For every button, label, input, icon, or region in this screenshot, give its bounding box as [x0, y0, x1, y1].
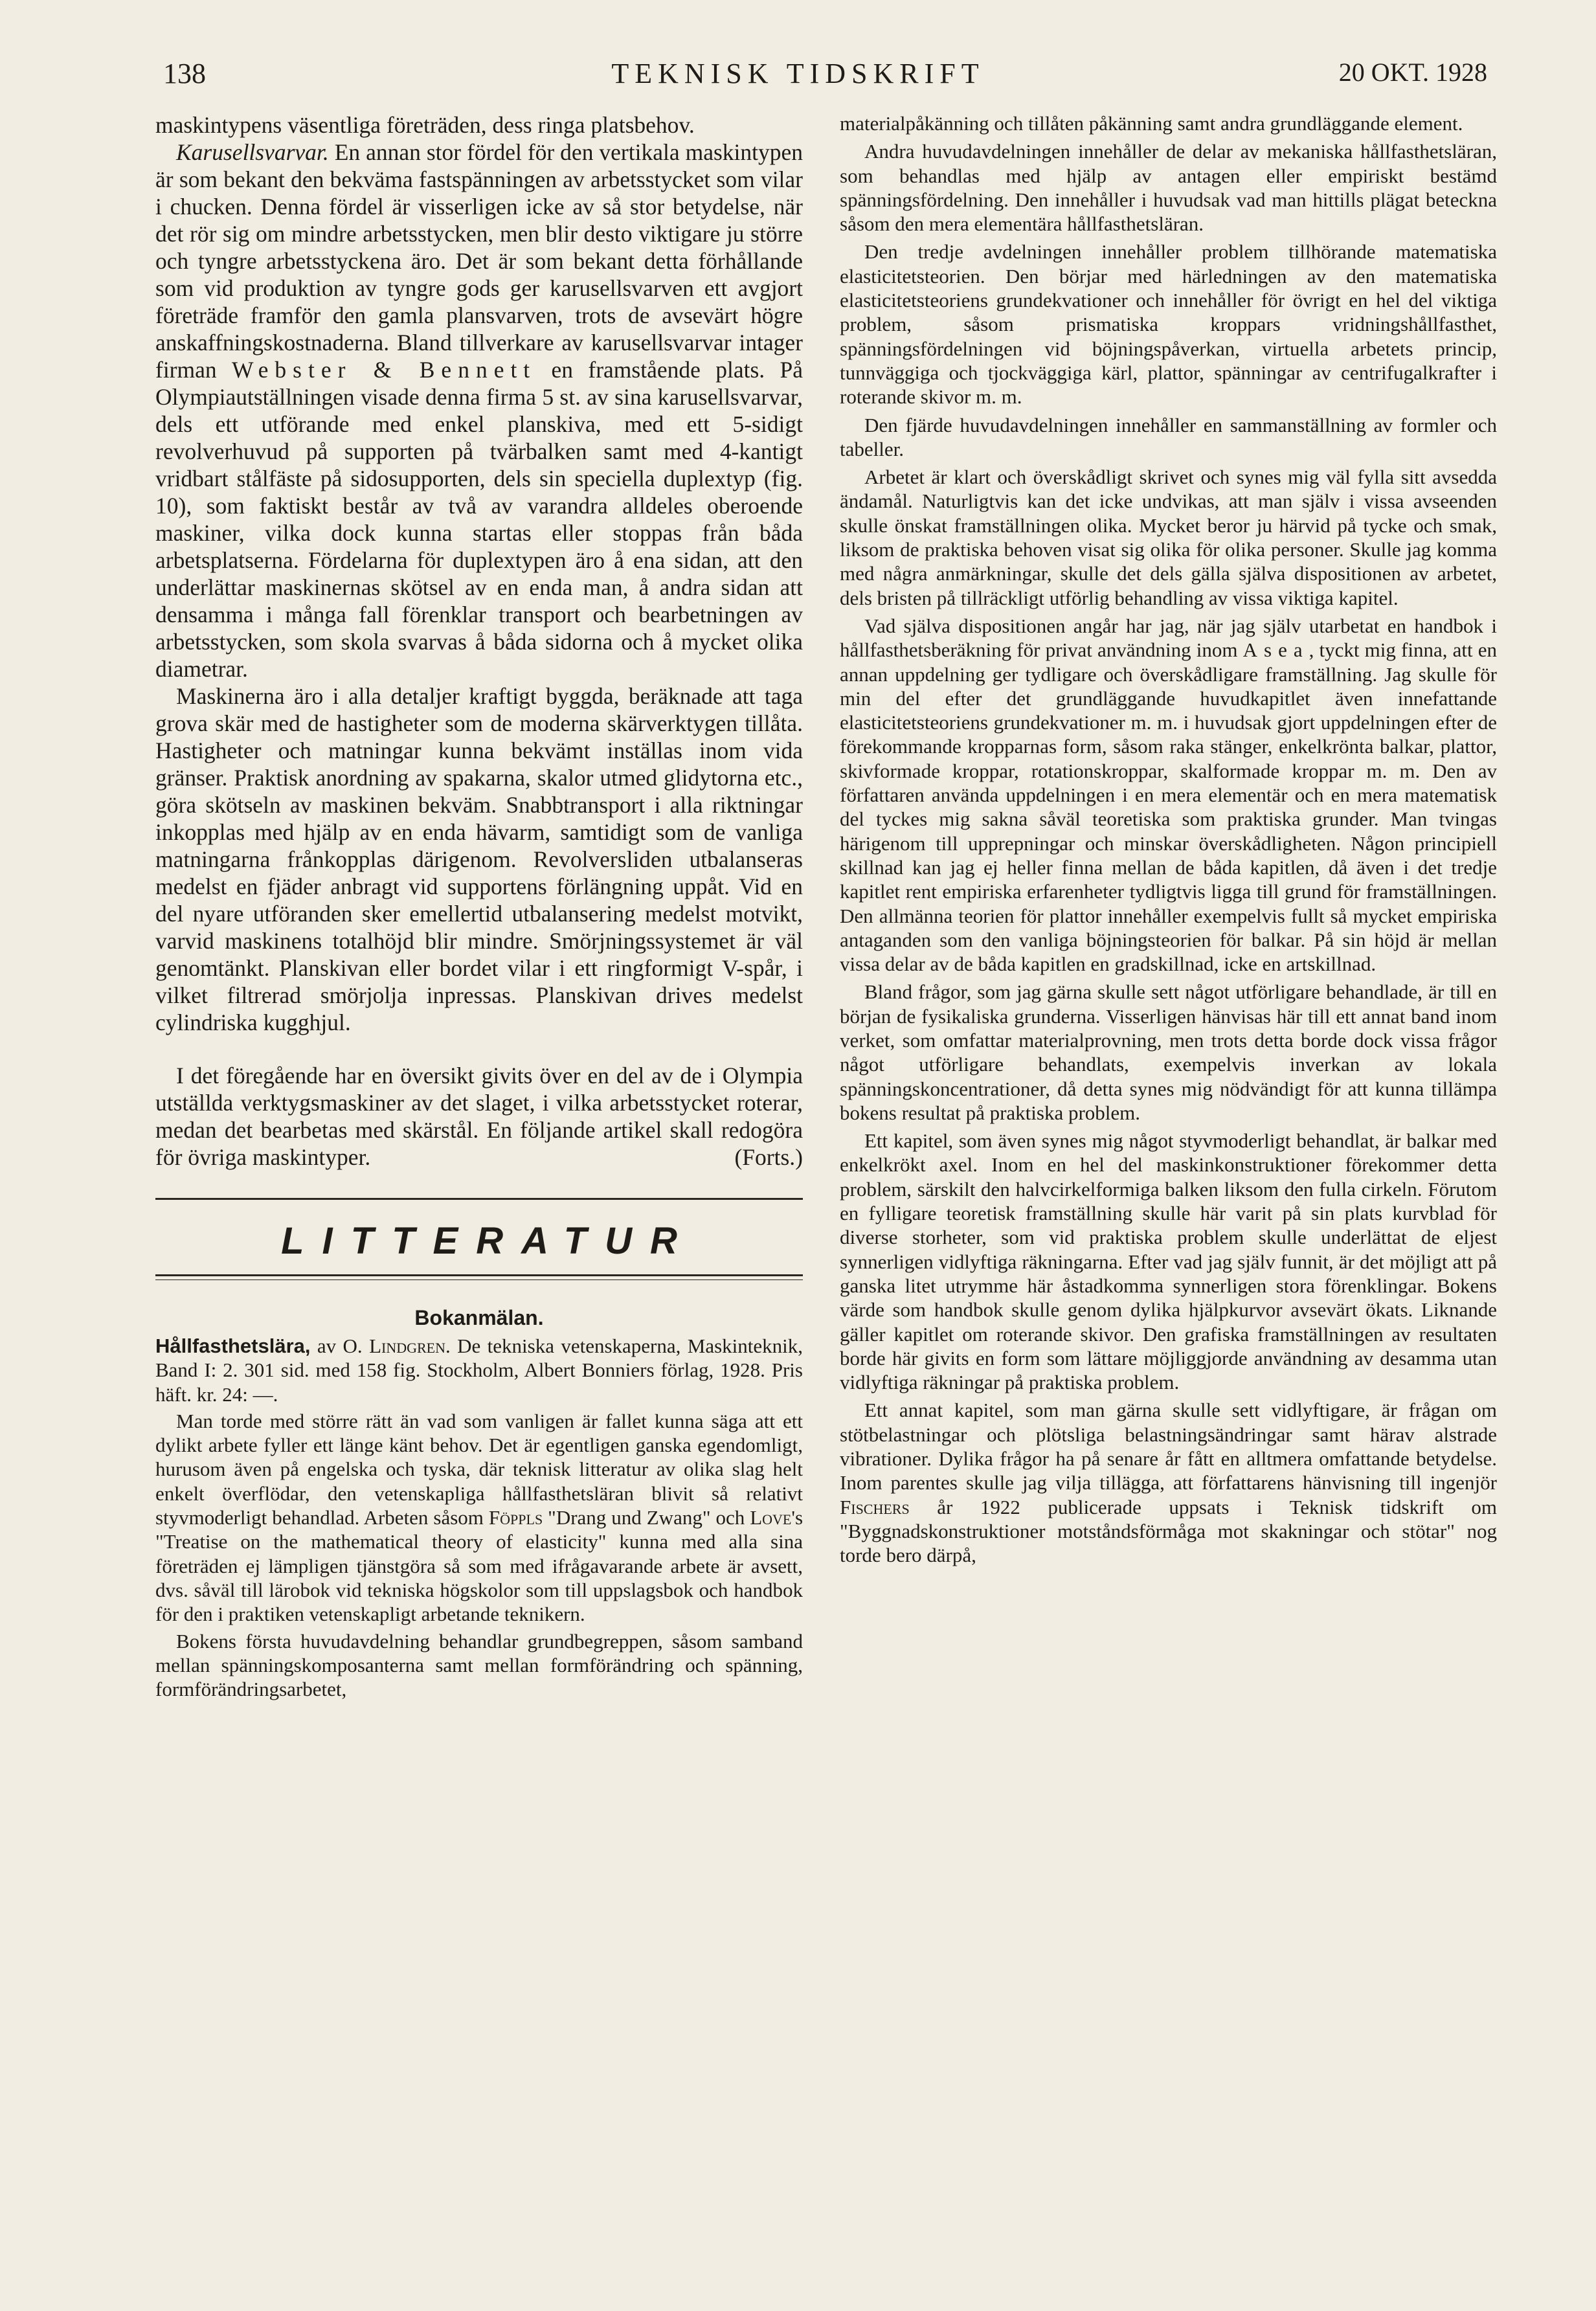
- paragraph: Arbetet är klart och överskådligt skrivet och synes mig väl fylla sitt avsedda ändamål. Naturligtvis kan det icke undvikas, att man själv i vissa avseenden skulle önskat framställningen olika. Mycket beror ju härvid på tycke och smak, liksom de praktiska behoven visat sig olika för olika personer. Skulle jag komma med några anmärkningar, skulle det dels gälla själva dispositionen av arbetet, dels bristen på tillräckligt utförlig behandling av vissa viktiga kapitel.: [840, 466, 1497, 609]
- continued-note: (Forts.): [734, 1144, 803, 1170]
- paragraph: Bokens första huvudavdelning behandlar grundbegreppen, såsom samband mellan spänningskomposanterna samt mellan formförändring och spänning, formförändringsarbetet,: [155, 1629, 803, 1701]
- paragraph: materialpåkänning och tillåten påkänning samt andra grundläggande element.: [840, 112, 1463, 135]
- paragraph: Andra huvudavdelningen innehåller de delar av mekaniska hållfasthetsläran, som behandlas med hjälp av antagen eller empiriskt bestämd spänningsfördelning. Den innehåller i huvudsak vad man hittills plägat beteckna såsom den mera elementära hållfasthetsläran.: [840, 140, 1497, 236]
- section-rule: [155, 1198, 803, 1200]
- paragraph-text: Man torde med större rätt än vad som vanligen är fallet kunna säga att ett dylikt arbete fyller ett länge känt behov. Det är egentligen ganska egendomligt, hurusom även på engelska och tyska, där teknisk litteratur av olika slag helt enkelt överflödar, den vetenskapliga hållfasthetsläran blivit så relativt styvmoderligt behandlad. Arbeten såsom: [155, 1409, 803, 1529]
- author-name: Fischers: [840, 1495, 910, 1518]
- book-title: Hållfasthetslära,: [155, 1335, 311, 1357]
- review-heading: Bokanmälan.: [414, 1306, 544, 1329]
- paragraph-text: Vad själva dispositionen angår har jag, när jag själv utarbetat en handbok i hållfasthetsberäkning för privat användning inom: [840, 614, 1497, 662]
- book-author: Lindgren: [369, 1335, 445, 1357]
- right-column: [840, 111, 1497, 1568]
- paragraph-text: år 1922 publicerade uppsats i Teknisk tidskrift om "Byggnadskonstruktioner motståndsförmåga mot skakningar och stötar" nog torde bero därpå,: [840, 1495, 1498, 1567]
- paragraph: [155, 1062, 803, 1171]
- author-name: Föppls: [488, 1506, 543, 1529]
- issue-date: 20 OKT. 1928: [1338, 58, 1487, 87]
- paragraph: [155, 1409, 803, 1627]
- paragraph-text: I det föregående har en översikt givits över en del av de i Olympia utställda verktygsmaskiner av det slaget, i vilka arbetsstycket roterar, medan det bearbetas med skärstål. En följande artikel skall redogöra för övriga maskintyper.: [155, 1063, 803, 1170]
- book-citation: [155, 1334, 803, 1406]
- paragraph: [840, 1398, 1497, 1567]
- section-title: LITTERATUR: [281, 1220, 695, 1262]
- citation-text: . De tekniska vetenskaperna, Maskinteknik, Band I: 2. 301 sid. med 158 fig. Stockholm, Albert Bonniers förlag, 1928. Pris häft. kr. 24: —.: [155, 1335, 804, 1406]
- paragraph-text: en framstående plats. På Olympiautställningen visade denna firma 5 st. av sina karusellsvarvar, dels ett utförande med enkel planskiva, med ett 5-sidigt revolverhuvud på supporten på tvärbalken samt med 4-kantigt vridbart stålfäste på sidosupporten, dels sin speciella duplextyp (fig. 10), som faktiskt består av två av varandra alldeles oberoende maskiner, vilka dock kunna startas eller stoppas från båda arbetsplatserna. Fördelarna för duplextypen äro å ena sidan, att den underlättar maskinernas skötsel av en enda man, å andra sidan att densamma i många fall förenklar transport och bearbetningen av arbetsstycken, som skola svarvas å båda sidorna och å mycket olika diametrar.: [155, 357, 803, 682]
- paragraph-text: 's "Treatise on the mathematical theory of elasticity" kunna med alla sina företräden ej lämpligen tjänstgöra så som med ifrågavarande arbete är avsett, dvs. såväl till lärobok vid tekniska högskolor som till uppslagsbok och handbok för den i praktiken vetenskapligt arbetande teknikern.: [155, 1506, 804, 1626]
- paragraph-text: "Drang und Zwang" och: [548, 1506, 745, 1529]
- author-name: Love: [750, 1506, 792, 1529]
- paragraph: maskintypens väsentliga företräden, dess ringa platsbehov.: [155, 112, 695, 138]
- subsection-title: Karusellsvarvar.: [176, 139, 329, 165]
- paragraph: Den tredje avdelningen innehåller problem tillhörande matematiska elasticitetsteorien. Den börjar med härledningen av den matematiska elasticitetsteoriens grundekvationer och innehåller för övrigt en hel del viktiga problem, såsom prismatiska kroppars vridningshållfasthet, spänningsfördelningen vid böjningspåverkan, virtuella arbetets princip, tunnväggiga och tjockväggiga kärl, plattor, spänningar av centrifugalkrafter i roterande skivor m. m.: [840, 240, 1497, 409]
- paragraph: Ett kapitel, som även synes mig något styvmoderligt behandlat, är balkar med enkelkrökt axel. Inom en hel del maskinkonstruktioner förekommer detta problem, särskilt den halvcirkelformiga balken liksom den fulla cirkeln. Förutom en fylligare teoretisk framställning skulle här varit på sin plats kurvblad för diverse storheter, som vid praktiska problem skulle underlättat de eljest synnerligen vidlyftiga räkningarna. Efter vad jag själv funnit, är det möjligt att på ganska litet utrymme här åstadkomma synnerligen stora förenklingar. Bokens värde som handbok skulle genom dylika hjälpkurvor avsevärt ökats. Liknande gäller kapitlet om roterande skivor. Den grafiska framställningen av resultaten borde här givits en form som lättare möjliggjorde användning av desamma utan vidlyftiga räkningar på praktiska problem.: [840, 1129, 1497, 1394]
- paragraph-text: En annan stor fördel för den vertikala maskintypen är som bekant den bekväma fastspänningen av arbetsstycket som vilar i chucken. Denna fördel är visserligen icke av så stor betydelse, när det rör sig om mindre arbetsstycken, men blir desto viktigare ju större och tyngre arbetsstyckena äro. Det är som bekant detta förhållande som vid produktion av tyngre gods ger karusellsvarven ett avgjort företräde framför den gamla plansvarven, trots de avsevärt högre anskaffningskostnaderna. Bland tillverkare av karusellsvarvar intager firman: [155, 139, 803, 383]
- paragraph: [155, 139, 803, 682]
- paragraph: Den fjärde huvudavdelningen innehåller en sammanställning av formler och tabeller.: [840, 413, 1497, 460]
- citation-text: av O.: [317, 1335, 363, 1357]
- section-rule: [155, 1274, 803, 1276]
- paragraph-text: Ett annat kapitel, som man gärna skulle sett vidlyftigare, är frågan om stötbelastningar och plötsliga belastningsändringar samt härav alstrade vibrationer. Dylika frågor ha på senare år fått en alltmera omfattande betydelse. Inom parentes skulle jag vilja tillägga, att författarens hänvisning till ingenjör: [840, 1399, 1497, 1494]
- paragraph: [840, 614, 1497, 976]
- company-name: Asea: [1242, 638, 1309, 662]
- firm-name: Webster & Bennett: [232, 357, 537, 383]
- left-column: [155, 111, 803, 1701]
- journal-title: TEKNISK TIDSKRIFT: [611, 58, 985, 89]
- paragraph: Maskinerna äro i alla detaljer kraftigt byggda, beräknade att taga grova skär med de hastigheter som de moderna skärverktygen tillåta. Hastigheter och matningar kunna bekvämt inställas inom vida gränser. Praktisk anordning av spakarna, skalor utmed glidytorna etc., göra skötseln av maskinen bekväm. Snabbtransport i alla riktningar inkopplas med hjälp av en enda hävarm, samtidigt som de vanliga matningarna frånkopplas därigenom. Revolversliden utbalanseras medelst en fjäder anbragt vid supportens förlängning uppåt. Vid en del nyare utföranden sker emellertid utbalansering medelst motvikt, varvid maskinens totalhöjd blir mindre. Smörjningssystemet är väl genomtänkt. Planskivan eller bordet vilar i ett ringformigt V-spår, i vilket filtrerad smörjolja inpressas. Planskivan drives medelst cylindriska kugghjul.: [155, 683, 803, 1035]
- page-number: 138: [163, 58, 206, 89]
- paragraph-text: , tyckt mig finna, att en annan uppdelning ger tydligare och överskådligare framställning. Jag skulle för min del efter det grundläggande huvudkapitlet även innefattande elasticitetsteoriens grundekvationer m. m. i huvudsak gjort uppdelningen efter de förekommande kropparnas form, såsom raka stänger, enkelkrönta balkar, plattor, skivformade kroppar, rotationskroppar, skalformade kroppar m. m. Den av författaren använda uppdelningen i en mera elementär och en mera matematisk del tyckes mig sakna såväl teoretiska som praktiska grunder. Man tvingas härigenom till upprepningar och minskar överskådligheten. Någon principiell skillnad kan jag ej heller finna mellan de båda kapitlen, då även i det tredje kapitlet rent empiriska erfarenheter tydligtvis ligga till grund för framställningen. Den allmänna teorien för plattor innehåller exempelvis fullt så mycket empiriska antaganden som den vanliga böjningsteorien för balkar. På sin höjd är mellan vissa delar av de båda kapitlen en gradskillnad, icke en artskillnad.: [840, 638, 1497, 976]
- page-header: [0, 57, 1596, 102]
- paragraph: Bland frågor, som jag gärna skulle sett något utförligare behandlade, är till en början de fysikaliska grunderna. Visserligen hänvisas här till ett annat band inom verket, som omfattar materialprovning, men trots detta borde dock vissa frågor något utförligare behandlats, exempelvis inverkan av lokala spänningskoncentrationer, då detta synes mig nödvändigt för att kunna tillämpa bokens resultat på praktiska problem.: [840, 980, 1497, 1124]
